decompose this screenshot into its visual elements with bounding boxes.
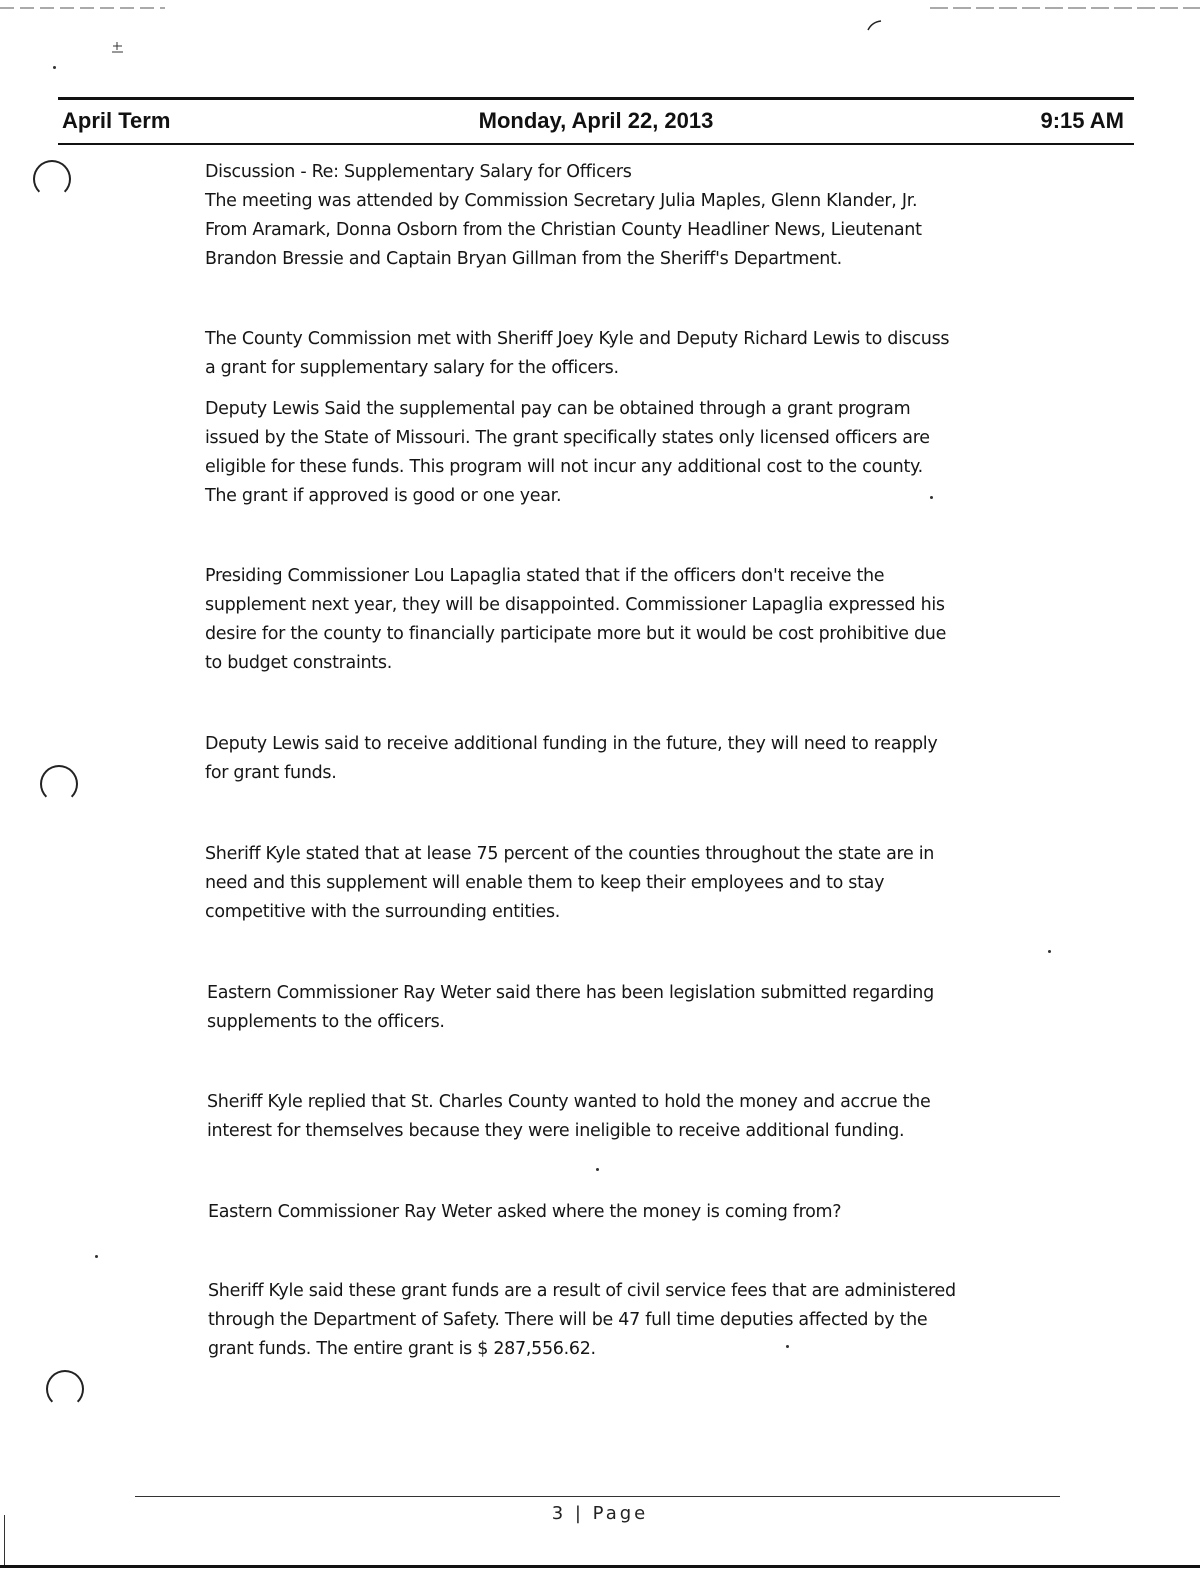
text-line: grant funds. The entire grant is $ 287,556.62.: [208, 1339, 596, 1359]
paragraph: [205, 562, 1065, 678]
text-line: for grant funds.: [205, 763, 337, 783]
text-line: Presiding Commissioner Lou Lapaglia stated that if the officers don't receive the: [205, 566, 885, 586]
text-line: Sheriff Kyle stated that at lease 75 percent of the counties throughout the state are in: [205, 844, 935, 864]
paragraph: [205, 840, 1065, 927]
page-number: 3 | Page: [551, 1503, 649, 1524]
header-term: April Term: [62, 108, 171, 133]
paragraph: [207, 979, 1067, 1037]
text-line: desire for the county to financially participate more but it would be cost prohibitive due: [205, 624, 947, 644]
scan-left-edge: [4, 1515, 5, 1567]
paragraph: [205, 395, 1065, 511]
text-line: eligible for these funds. This program will not incur any additional cost to the county.: [205, 457, 923, 477]
text-line: Eastern Commissioner Ray Weter said there has been legislation submitted regarding: [207, 983, 934, 1003]
text-line: need and this supplement will enable them to keep their employees and to stay: [205, 873, 885, 893]
text-line: supplement next year, they will be disappointed. Commissioner Lapaglia expressed his: [205, 595, 945, 615]
text-line: From Aramark, Donna Osborn from the Christian County Headliner News, Lieutenant: [205, 220, 922, 240]
paragraph: [205, 730, 1065, 788]
text-line: Sheriff Kyle replied that St. Charles County wanted to hold the money and accrue the: [207, 1092, 931, 1112]
text-line: The meeting was attended by Commission Secretary Julia Maples, Glenn Klander, Jr.: [205, 191, 918, 211]
header-time: 9:15 AM: [1040, 108, 1124, 133]
text-line: issued by the State of Missouri. The grant specifically states only licensed officers are: [205, 428, 930, 448]
text-line: competitive with the surrounding entities.: [205, 902, 561, 922]
header-date: Monday, April 22, 2013: [478, 108, 714, 133]
paragraph: [208, 1277, 1068, 1364]
scan-bottom-edge: [0, 1565, 1200, 1568]
header-top-rule: [58, 97, 1134, 100]
scan-speck: [596, 1168, 599, 1171]
text-line: The grant if approved is good or one year.: [205, 486, 562, 506]
scan-mark: [108, 40, 128, 60]
text-line: Brandon Bressie and Captain Bryan Gillman from the Sheriff's Department.: [205, 249, 842, 269]
scan-speck: [95, 1255, 98, 1258]
header-bottom-rule: [58, 143, 1134, 145]
text-line: Eastern Commissioner Ray Weter asked where the money is coming from?: [208, 1202, 842, 1222]
text-line: to budget constraints.: [205, 653, 392, 673]
text-line: The County Commission met with Sheriff Joey Kyle and Deputy Richard Lewis to discuss: [205, 329, 950, 349]
scan-speck: [1048, 950, 1051, 953]
paragraph-discussion: [205, 158, 1065, 274]
paragraph: [207, 1088, 1067, 1146]
page-header: [58, 108, 1134, 138]
text-line: interest for themselves because they were ineligible to receive additional funding.: [207, 1121, 905, 1141]
text-line: Sheriff Kyle said these grant funds are a result of civil service fees that are administered: [208, 1281, 956, 1301]
text-line: Discussion - Re: Supplementary Salary for Officers: [205, 162, 632, 182]
binder-hole: [46, 1370, 84, 1408]
scan-mark: [866, 18, 884, 34]
footer-rule: [135, 1496, 1060, 1497]
scan-top-edge: [0, 6, 1200, 12]
binder-hole: [33, 160, 71, 198]
text-line: Deputy Lewis Said the supplemental pay can be obtained through a grant program: [205, 399, 911, 419]
paragraph: [205, 325, 1065, 383]
text-line: through the Department of Safety. There will be 47 full time deputies affected by the: [208, 1310, 928, 1330]
binder-hole: [40, 765, 78, 803]
paragraph: [208, 1198, 1068, 1227]
scan-speck: [53, 66, 56, 69]
text-line: Deputy Lewis said to receive additional funding in the future, they will need to reapply: [205, 734, 938, 754]
text-line: a grant for supplementary salary for the officers.: [205, 358, 619, 378]
text-line: supplements to the officers.: [207, 1012, 445, 1032]
